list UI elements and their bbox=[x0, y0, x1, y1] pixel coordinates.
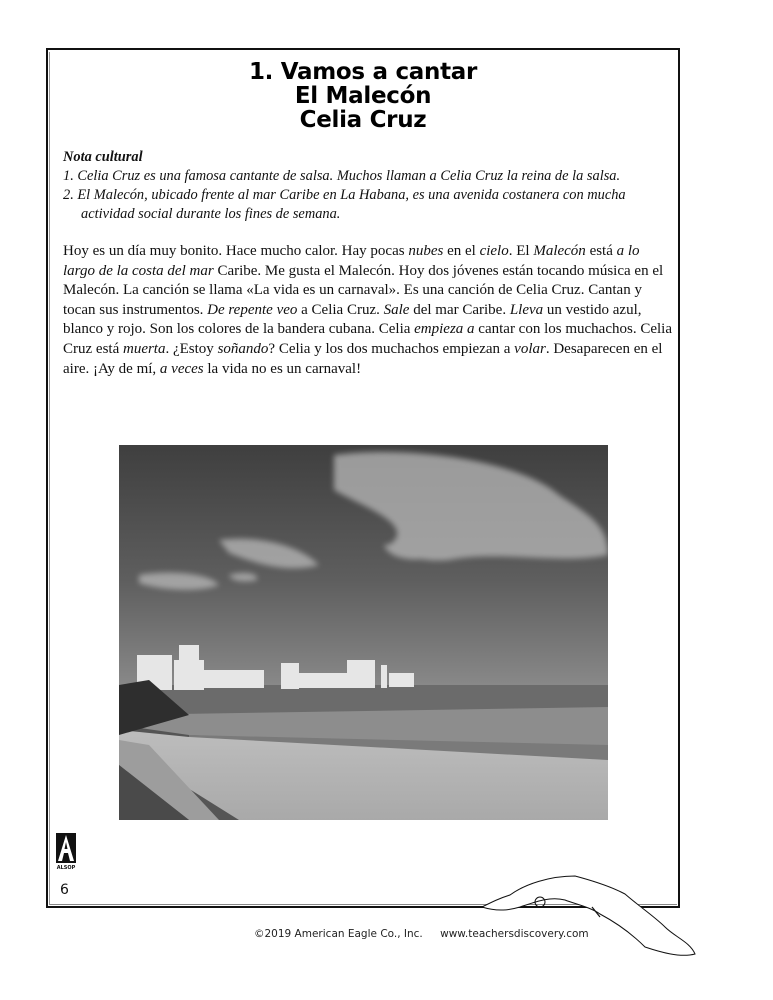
story-text: en el bbox=[443, 243, 480, 259]
logo-label: ALSOP bbox=[56, 865, 76, 871]
website-link[interactable]: www.teachersdiscovery.com bbox=[440, 928, 589, 940]
cultural-note-heading: Nota cultural bbox=[63, 149, 143, 165]
vocab-term: De repente veo bbox=[207, 301, 298, 318]
title-line-2: El Malecón bbox=[294, 83, 432, 109]
vocab-term: Sale bbox=[383, 301, 410, 318]
vocab-term: cielo bbox=[479, 243, 509, 259]
malecon-photo bbox=[119, 445, 608, 820]
vocab-term: Lleva bbox=[509, 301, 544, 318]
title-line-1: 1. Vamos a cantar bbox=[248, 59, 478, 85]
story-text: a Celia Cruz. bbox=[297, 301, 384, 318]
copyright-text: ©2019 American Eagle Co., Inc. bbox=[254, 928, 423, 940]
story-text: Hoy es un día muy bonito. Hace mucho calor. Hay pocas bbox=[63, 243, 409, 259]
cultural-note-item: 1. Celia Cruz es una famosa cantante de salsa. Muchos llaman a Celia Cruz la reina de la salsa. bbox=[63, 168, 621, 184]
story-paragraph bbox=[63, 242, 675, 379]
title-line-3: Celia Cruz bbox=[299, 107, 427, 133]
story-text: la vida no es un carnaval! bbox=[203, 360, 362, 377]
cultural-note bbox=[63, 148, 673, 224]
vocab-term: nubes bbox=[408, 243, 444, 259]
vocab-term: a veces bbox=[159, 360, 204, 377]
story-text: . ¿Estoy bbox=[165, 340, 218, 357]
vocab-term: Malecón bbox=[533, 243, 586, 259]
cuba-outline-icon bbox=[480, 862, 700, 972]
story-text: . Desaparecen en el aire. ¡Ay de mí, bbox=[63, 340, 663, 377]
vocab-term: soñando bbox=[217, 340, 269, 357]
story-text: . El bbox=[508, 243, 534, 259]
story-text: está bbox=[585, 243, 617, 259]
story-text: ? Celia y los dos muchachos empiezan a bbox=[268, 340, 515, 357]
vocab-term: muerta bbox=[122, 340, 166, 357]
page-title bbox=[46, 60, 680, 132]
vocab-term: volar bbox=[514, 340, 546, 357]
letter-a-logo-icon bbox=[56, 833, 76, 863]
photo-image bbox=[119, 445, 608, 820]
story-text: Caribe. Me gusta el Malecón. Hoy dos jóvenes están tocando música en el Malecón. La canción se llama «La vida es un carnaval». Es una canción de Celia Cruz. Cantan y tocan sus instrumentos. bbox=[63, 262, 664, 318]
alsop-logo bbox=[56, 833, 76, 863]
vocab-term: empieza a bbox=[414, 321, 475, 338]
vocab-term: a lo largo de la costa del mar bbox=[63, 243, 640, 279]
page-number: 6 bbox=[60, 882, 69, 898]
cultural-note-item: 2. El Malecón, ubicado frente al mar Caribe en La Habana, es una avenida costanera con mucha actividad social durante los fines de semana. bbox=[63, 187, 626, 222]
story-text: del mar Caribe. bbox=[409, 301, 510, 318]
story-text: cantar con los muchachos. Celia Cruz está bbox=[63, 321, 672, 357]
story-text: un vestido azul, blanco y rojo. Son los colores de la bandera cubana. Celia bbox=[63, 301, 642, 338]
